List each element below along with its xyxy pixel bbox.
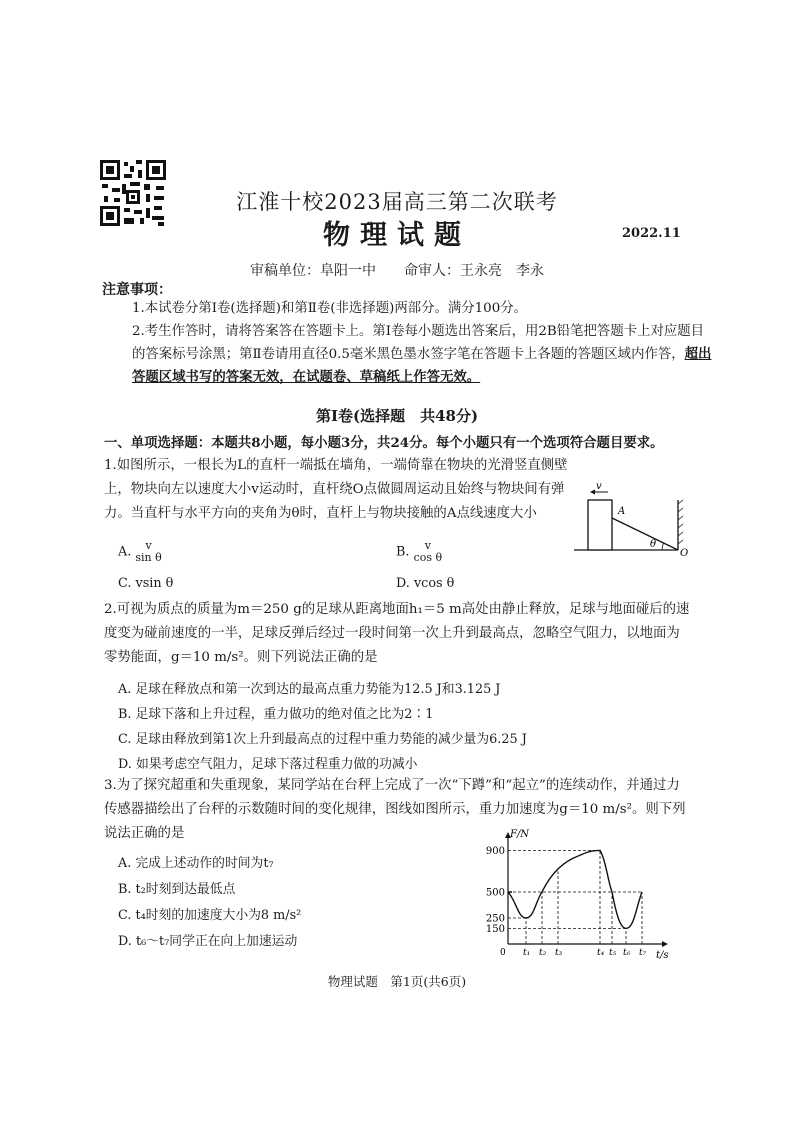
q1-option-c: C. vsin θ — [118, 576, 174, 591]
q1-option-b-num: v — [424, 539, 431, 552]
notice-item-1: 1.本试卷分第Ⅰ卷(选择题)和第Ⅱ卷(非选择题)两部分。满分100分。 — [132, 301, 527, 316]
q2-option-c: C. 足球由释放到第1次上升到最高点的过程中重力势能的减少量为6.25 J — [118, 732, 527, 747]
q1-option-b-label: B. — [396, 544, 410, 560]
y-axis-label: F/N — [510, 829, 530, 840]
q1-stem: 1.如图所示，一根长为L的直杆一端抵在墙角，一端倚靠在物块的光滑竖直侧壁上，物块向左以速度大小v运动时，直杆绕O点做圆周运动且始终与物块间有弹力。当直杆与水平方向的夹角为θ时，直杆上与物块接触的A点线速度大小 — [104, 458, 568, 521]
y-tick-label: 150 — [485, 923, 505, 935]
x-axis-arrow — [662, 941, 668, 947]
q1-option-d: D. vcos θ — [396, 576, 455, 591]
q1-option-a-num: v — [145, 539, 152, 552]
q2-option-b: B. 足球下落和上升过程，重力做功的绝对值之比为2∶1 — [118, 707, 434, 722]
q1-option-b — [396, 540, 442, 564]
q3-option-a: A. 完成上述动作的时间为t₇ — [118, 856, 274, 871]
exam-title: 江淮十校2023届高三第二次联考 — [236, 190, 558, 214]
part-heading: 一、单项选择题：本题共8小题，每小题3分，共24分。每个小题只有一个选项符合题目要求。 — [104, 435, 664, 451]
q1-option-a-fraction — [135, 540, 161, 564]
notice-item-2-emphasis: 超出答题区域书写的答案无效，在试题卷、草稿纸上作答无效。 — [132, 346, 712, 385]
section-title: 第Ⅰ卷(选择题 共48分) — [315, 407, 479, 425]
q3-stem: 3.为了探究超重和失重现象，某同学站在台秤上完成了一次“下蹲”和“起立”的连续动作，并通过力传感器描绘出了台秤的示数随时间的变化规律，图线如图所示，重力加速度为g＝10 m/s²。则下列说法正确的是 — [104, 778, 686, 841]
q3-option-d: D. t₆～t₇同学正在向上加速运动 — [118, 934, 298, 949]
force-curve — [508, 850, 642, 928]
block — [588, 500, 612, 550]
q2-stem: 2.可视为质点的质量为m＝250 g的足球从距离地面h₁＝5 m高处由静止释放，足球与地面碰后的速度变为碰前速度的一半，足球反弹后经过一段时间第一次上升到最高点，忽略空气阻力，以地面为零势能面，g＝10 m/s²。则下列说法正确的是 — [104, 602, 690, 665]
notice-item-2-text: 2.考生作答时，请将答案答在答题卡上。第Ⅰ卷每小题选出答案后，用2B铅笔把答题卡上对应题目的答案标号涂黑；第Ⅱ卷请用直径0.5毫米黑色墨水签字笔在答题卡上各题的答题区域内作答， — [132, 324, 705, 362]
reviewer-line: 审稿单位：阜阳一中 命审人：王永亮 李永 — [250, 263, 544, 279]
x-tick-label: t₃ — [555, 948, 563, 958]
velocity-arrow — [590, 490, 595, 495]
x-tick-label: t₅ — [609, 948, 617, 958]
x-axis-label: t/s — [656, 950, 669, 961]
y-tick-label: 900 — [485, 845, 505, 857]
exam-date: 2022.11 — [622, 226, 681, 241]
page-footer: 物理试题 第1页(共6页) — [327, 974, 467, 989]
x-tick-label: 0 — [500, 948, 506, 958]
q1-option-a-label: A. — [118, 544, 132, 560]
y-tick-label: 500 — [485, 887, 505, 899]
notice-item-2 — [132, 321, 712, 389]
q2-option-d: D. 如果考虑空气阻力，足球下落过程重力做的功减小 — [118, 757, 418, 772]
x-tick-label: t₇ — [639, 948, 647, 958]
q2-option-a: A. 足球在释放点和第一次到达的最高点重力势能为12.5 J和3.125 J — [118, 682, 501, 697]
q1-figure — [570, 480, 694, 558]
subject-title: 物理试题 — [323, 220, 471, 251]
x-tick-label: t₆ — [623, 948, 631, 958]
y-tick-label: 250 — [485, 913, 505, 925]
x-tick-label: t₂ — [539, 948, 547, 958]
q3-force-chart — [476, 826, 686, 964]
q1-option-a — [118, 540, 162, 564]
rod — [612, 518, 678, 550]
label-theta: θ — [650, 539, 657, 550]
q1-option-b-fraction — [414, 540, 443, 564]
label-O: O — [680, 548, 689, 558]
x-tick-label: t₄ — [597, 948, 605, 958]
label-v: v — [596, 481, 602, 492]
x-tick-label: t₁ — [523, 948, 531, 958]
q1-option-b-den: cos θ — [413, 551, 443, 564]
q3-option-c: C. t₄时刻的加速度大小为8 m/s² — [118, 908, 302, 923]
q1-option-a-den: sin θ — [135, 551, 162, 564]
notice-title: 注意事项： — [102, 282, 172, 298]
wall-hatch — [678, 500, 683, 544]
label-A: A — [618, 506, 626, 517]
q3-option-b: B. t₂时刻到达最低点 — [118, 882, 236, 897]
